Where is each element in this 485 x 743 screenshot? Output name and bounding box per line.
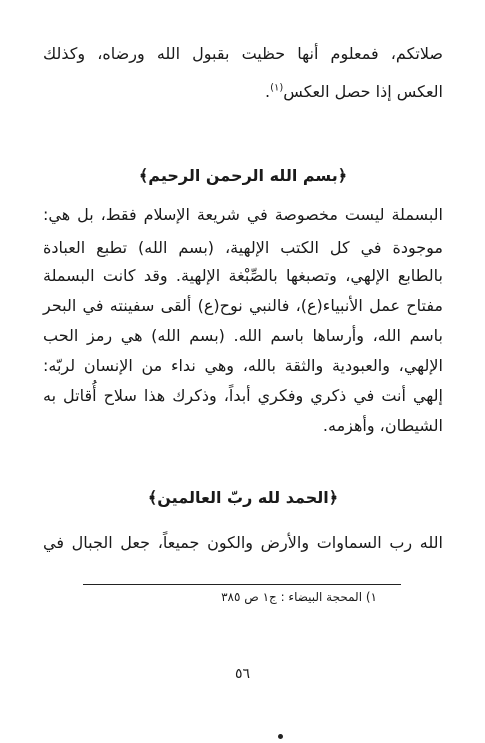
paragraph-2-line-1: البسملة ليست مخصوصة في شريعة الإسلام فقط، بل هي: (43, 205, 443, 224)
basmala-heading: ﴿بسم الله الرحمن الرحيم﴾ (138, 166, 348, 185)
footnote-separator (83, 584, 401, 585)
paragraph-2-line-2: موجودة في كل الكتب الإلهية، (بسم الله) تطبع العبادة (43, 238, 443, 257)
paragraph-2-line-8: الشيطان، وأهزمه. (322, 416, 443, 435)
paragraph-1-line-1: صلاتكم، فمعلوم أنها حظيت بقبول الله ورضاه، وكذلك (43, 44, 443, 63)
page-number: ٥٦ (234, 666, 251, 682)
paragraph-1-line-2-end: . (265, 82, 271, 101)
paragraph-1-line-2-text: العكس إذا حصل العكس (283, 82, 443, 101)
paragraph-2-line-5: باسم الله، وأرساها باسم الله. (بسم الله) هي رمز الحب (43, 326, 443, 345)
bottom-mark (278, 734, 283, 739)
paragraph-2-line-4: مفتاح عمل الأنبياء(ع)، فالنبي نوح(ع) ألقى سفينته في البحر (43, 296, 443, 315)
paragraph-3-line-1: الله رب السماوات والأرض والكون جميعاً، جعل الجبال في (43, 533, 443, 552)
footnote-text: ١) المحجة البيضاء : ج١ ص ٣٨٥ (221, 590, 377, 604)
paragraph-2-line-3: بالطابع الإلهي، وتصبغها بالصِّبْغة الإلهية. وقد كانت البسملة (43, 266, 443, 285)
footnote-marker: (١) (270, 82, 284, 94)
paragraph-2-line-6: الإلهي، والعبودية والثقة بالله، وهي نداء من الإنسان لربّه: (43, 356, 443, 375)
hamd-heading: ﴿الحمد لله ربّ العالمين﴾ (147, 488, 339, 507)
paragraph-1-line-2 (43, 82, 443, 102)
paragraph-2-line-7: إلهي أنت في ذكري وفكري أبداً، وذكرك هذا سلاح أُقاتل به (43, 386, 443, 405)
